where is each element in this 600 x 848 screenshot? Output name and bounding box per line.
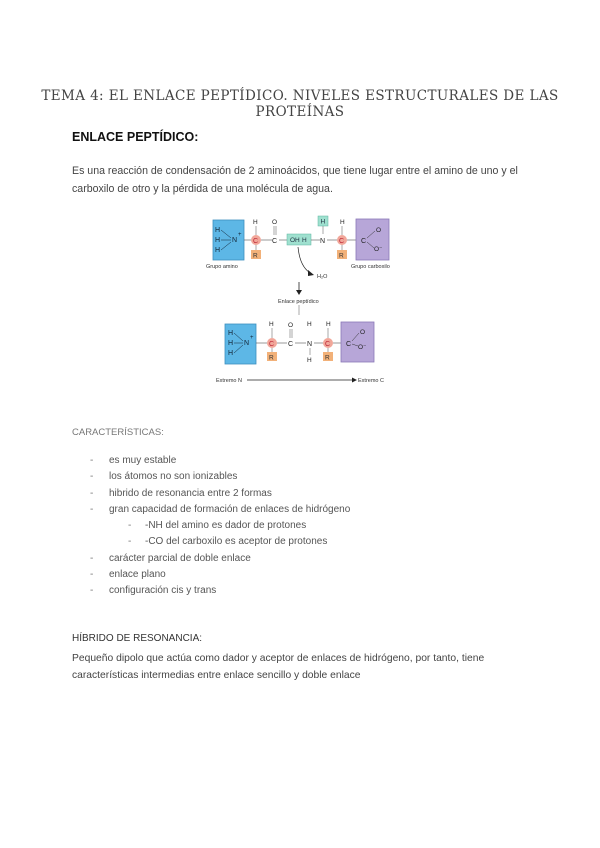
atom-h: H (269, 321, 274, 328)
water-label: H₂O (317, 274, 328, 280)
atom-c: C (339, 238, 345, 245)
atom-h: H (307, 357, 312, 364)
atom-h: H (307, 321, 312, 328)
section-heading-enlace: ENLACE PEPTÍDICO: (72, 130, 199, 144)
list-subitem: - -NH del amino es dador de protones (90, 518, 350, 534)
atom-h: H (326, 321, 331, 328)
list-item: - carácter parcial de doble enlace (90, 551, 350, 567)
atom-n: N (320, 238, 326, 245)
atom-n: N (244, 340, 250, 347)
section-heading-caracteristicas: CARACTERÍSTICAS: (72, 427, 164, 438)
atom-c: C (325, 341, 331, 348)
atom-plus: + (238, 232, 242, 238)
atom-oh: OH (290, 237, 300, 244)
atom-plus: + (250, 335, 254, 341)
list-item: - es muy estable (90, 453, 350, 469)
atom-h: H (320, 218, 326, 226)
atom-r: R (325, 354, 330, 362)
atom-n: N (232, 237, 238, 244)
atom-h: H (215, 237, 221, 244)
caption-carboxyl: Grupo carboxilo (351, 264, 390, 270)
list-item: - gran capacidad de formación de enlaces de hidrógeno (90, 502, 350, 518)
atom-h: H (228, 340, 234, 347)
hibrido-paragraph: Pequeño dipolo que actúa como dador y aceptor de enlaces de hidrógeno, por tanto, tiene características intermedias entre enlace sencillo y doble enlace (72, 653, 485, 681)
atom-n: N (307, 341, 313, 348)
intro-paragraph: Es una reacción de condensación de 2 aminoácidos, que tiene lugar entre el amino de uno y el carboxilo de otro y la pérdida de una molécula de agua. (72, 165, 518, 195)
atom-o-minus: O⁻ (374, 246, 383, 253)
list-subitem: - -CO del carboxilo es aceptor de protones (90, 534, 350, 550)
atom-r: R (339, 252, 344, 260)
water-release-arrow (298, 247, 312, 274)
peptide-bond-diagram (200, 210, 440, 390)
middle-label: Enlace peptídico (278, 299, 319, 305)
axis-arrow-head (352, 378, 357, 383)
atom-c: C (272, 238, 278, 245)
atom-o: O (376, 227, 382, 234)
atom-c: C (288, 341, 294, 348)
list-item: - enlace plano (90, 567, 350, 583)
atom-c: C (346, 341, 352, 348)
atom-h: H (302, 237, 307, 244)
atom-h: H (228, 350, 234, 357)
atom-h: H (253, 219, 258, 226)
atom-r: R (253, 252, 258, 260)
atom-c: C (361, 238, 367, 245)
characteristics-list (90, 453, 350, 600)
axis-label-n: Extremo N (216, 378, 242, 384)
atom-o: O (272, 219, 278, 226)
section-heading-hibrido: HÍBRIDO DE RESONANCIA: (72, 633, 203, 644)
atom-o: O (360, 329, 366, 336)
atom-h: H (340, 219, 345, 226)
page-title: TEMA 4: EL ENLACE PEPTÍDICO. NIVELES ESTRUCTURALES DE LAS PROTEÍNAS (41, 88, 559, 120)
atom-o-minus: O⁻ (358, 344, 367, 351)
list-item: - los átomos no son ionizables (90, 469, 350, 485)
list-item: - hibrido de resonancia entre 2 formas (90, 486, 350, 502)
atom-h: H (215, 247, 221, 254)
atom-r: R (269, 354, 274, 362)
atom-c: C (269, 341, 275, 348)
list-item: - configuración cis y trans (90, 583, 350, 599)
caption-amino: Grupo amino (206, 264, 238, 270)
atom-h: H (228, 330, 234, 337)
atom-c: C (253, 238, 259, 245)
atom-h: H (215, 227, 221, 234)
atom-o: O (288, 322, 294, 329)
axis-label-c: Extremo C (358, 378, 384, 384)
